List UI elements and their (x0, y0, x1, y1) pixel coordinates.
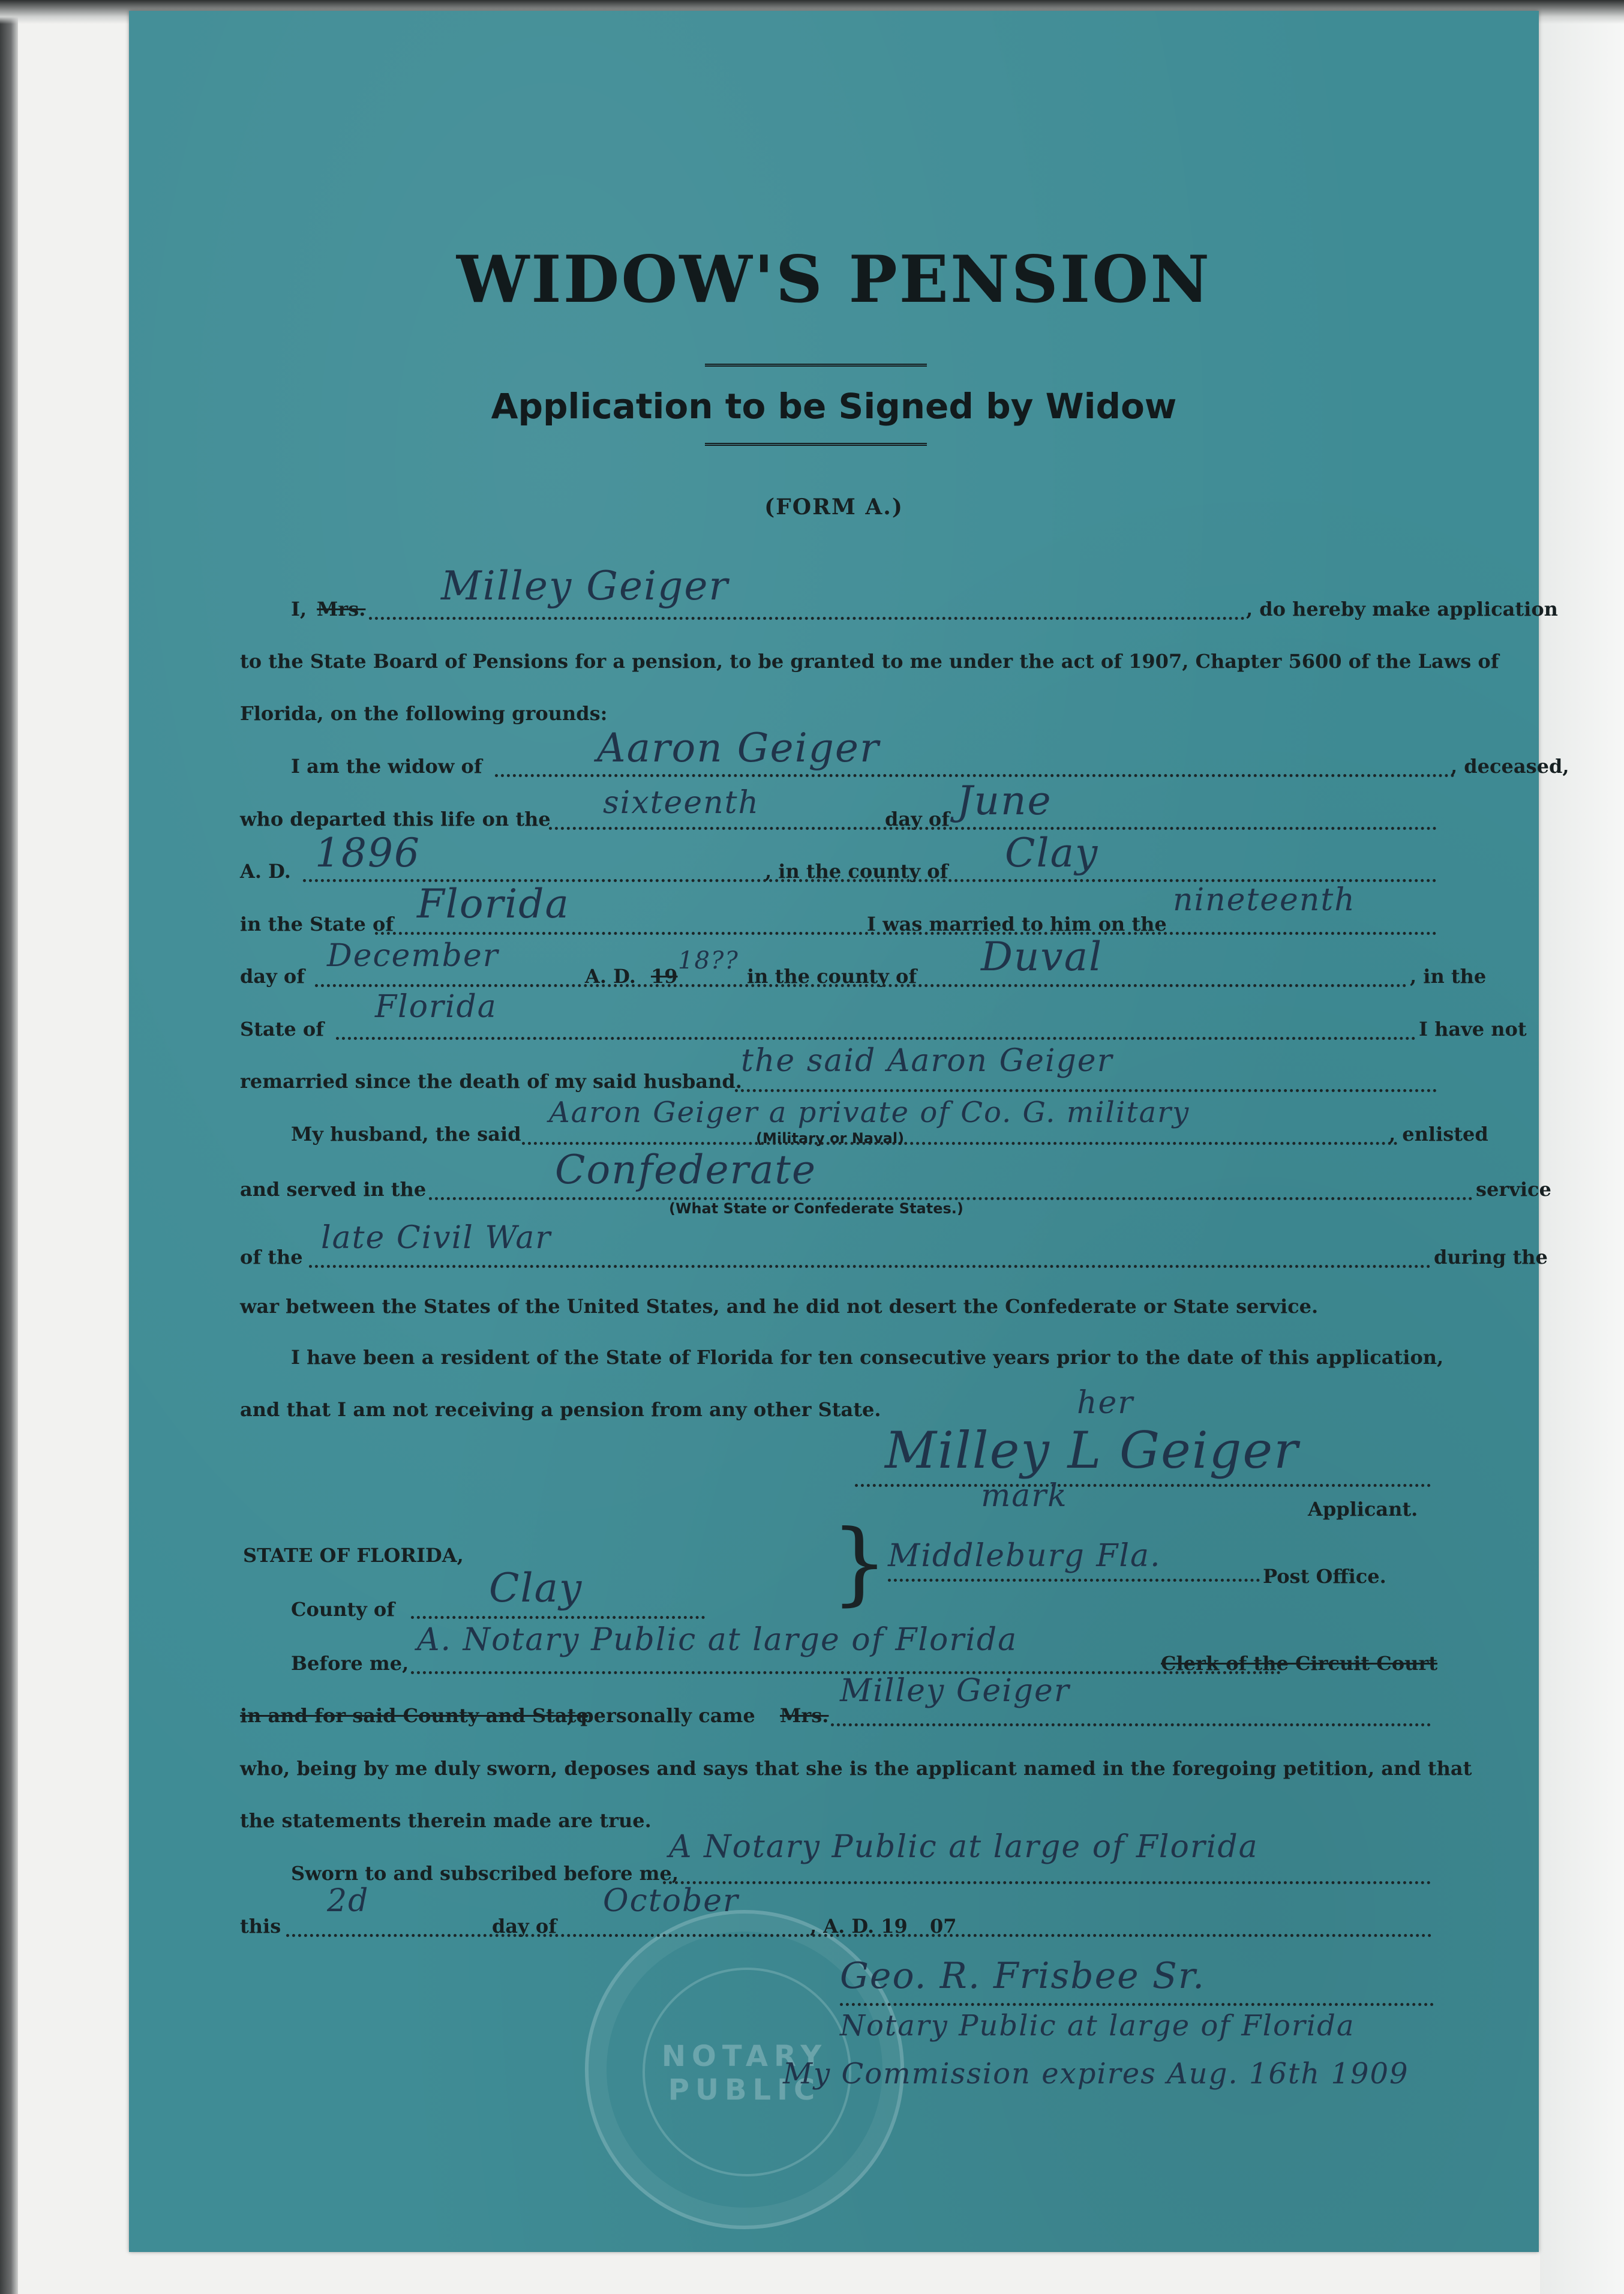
before-me-label: Before me, (291, 1652, 409, 1675)
applicant-label: Applicant. (1308, 1498, 1418, 1521)
county-label: County of (291, 1598, 395, 1621)
in-and-for-struck: in and for said County and State (240, 1704, 589, 1727)
husband-said-value: Aaron Geiger a private of Co. G. military (549, 1096, 1190, 1129)
before-me-value: A. Notary Public at large of Florida (417, 1622, 1018, 1658)
seal-text: NOTARY PUBLIC (661, 2040, 828, 2107)
death-year: 1896 (315, 830, 421, 876)
signature-her: her (1077, 1385, 1134, 1421)
of-the-label: of the (240, 1246, 303, 1269)
sworn-line1: who, being by me duly sworn, deposes and says that she is the applicant named in the foregoing petition, and that (240, 1757, 1472, 1780)
signature-mark: mark (981, 1478, 1068, 1514)
war-value: late Civil War (321, 1220, 552, 1256)
signature-line (840, 2003, 1434, 2006)
fill-line (663, 1881, 1431, 1884)
line1-suffix: , do hereby make application (1246, 598, 1558, 620)
title-rule (705, 364, 927, 369)
ad-label: , A. D. 19 (810, 1915, 908, 1938)
served-value: Confederate (555, 1147, 817, 1193)
marriage-state: Florida (375, 989, 497, 1025)
death-county: Clay (1005, 830, 1099, 876)
enlisted-label: , enlisted (1389, 1123, 1488, 1145)
signature-line (855, 1484, 1431, 1487)
line2: to the State Board of Pensions for a pension, to be granted to me under the act of 1907, Chapter 5600 of the Laws of (240, 650, 1499, 673)
resident-line1: I have been a resident of the State of Florida for ten consecutive years prior to the date of this application, (291, 1346, 1444, 1369)
in-the-label: , in the (1410, 965, 1487, 988)
line1-prefix: I, (291, 598, 307, 620)
state-of-florida: STATE OF FLORIDA, (243, 1544, 464, 1567)
clerk-struck: Clerk of the Circuit Court (1161, 1652, 1437, 1675)
affiant-name: Milley Geiger (840, 1673, 1070, 1709)
during-the-label: during the (1434, 1246, 1548, 1269)
widow-of-label: I am the widow of (291, 755, 482, 778)
applicant-signature: Milley L Geiger (885, 1421, 1299, 1480)
fill-line (831, 1723, 1431, 1726)
state-caption: (What State or Confederate States.) (669, 1200, 963, 1217)
form-label: (FORM A.) (764, 494, 903, 520)
mrs-struck: Mrs. (780, 1704, 829, 1727)
fill-line (336, 1037, 1416, 1040)
ad-marriage-struck: 19 (651, 965, 678, 988)
fill-line (411, 1616, 705, 1619)
service-label: service (1476, 1178, 1551, 1201)
marriage-day: nineteenth (1173, 882, 1356, 918)
war-between-line: war between the States of the United States, and he did not desert the Confederate or State service. (240, 1295, 1319, 1318)
sworn-month: October (603, 1883, 739, 1919)
post-office-value: Middleburg Fla. (888, 1538, 1161, 1574)
jurat-county: Clay (489, 1565, 583, 1611)
served-label: and served in the (240, 1178, 427, 1201)
resident-line2: and that I am not receiving a pension from any other State. (240, 1398, 881, 1421)
marriage-year: 18?? (678, 947, 739, 974)
remarried-name: the said Aaron Geiger (741, 1043, 1113, 1079)
fill-line (369, 617, 1245, 620)
ad-marriage-label: A. D. (585, 965, 636, 988)
husband-name: Aaron Geiger (597, 725, 880, 771)
document-subtitle: Application to be Signed by Widow (491, 386, 1177, 427)
death-month: June (957, 778, 1052, 824)
fill-line (522, 1142, 1398, 1145)
sworn-day: 2d (327, 1883, 370, 1919)
fill-line (549, 827, 1437, 830)
sworn-year: 07 (930, 1915, 957, 1938)
marriage-county: Duval (981, 934, 1103, 980)
remarried-label: remarried since the death of my said husband. (240, 1070, 742, 1093)
death-state: Florida (417, 881, 570, 927)
fill-line (495, 774, 1455, 777)
scanner-edge (0, 0, 18, 2294)
applicant-name: Milley Geiger (441, 563, 729, 609)
personally-came-label: , personally came (567, 1704, 755, 1727)
departed-label: who departed this life on the (240, 808, 551, 830)
subscribed-label: Sworn to and subscribed before me, (291, 1862, 679, 1885)
this-label: this (240, 1915, 281, 1938)
scanner-margin (1540, 0, 1624, 2294)
line3: Florida, on the following grounds: (240, 702, 608, 725)
sworn-line2: the statements therein made are true. (240, 1809, 652, 1832)
subtitle-rule (705, 443, 927, 448)
mrs-struck: Mrs. (317, 598, 366, 620)
post-office-label: Post Office. (1263, 1565, 1386, 1588)
state-of-label: State of (240, 1018, 325, 1040)
brace: } (831, 1511, 888, 1615)
military-caption: (Military or Naval) (756, 1130, 905, 1147)
married-label: I was married to him on the (867, 913, 1167, 935)
county-of-label: , in the county of (765, 860, 948, 883)
day-of-label: day of (240, 965, 305, 988)
notary-title: Notary Public at large of Florida (840, 2009, 1355, 2043)
day-of-label: day of (492, 1915, 557, 1938)
document-title: WIDOW'S PENSION (456, 242, 1212, 317)
fill-line (888, 1579, 1260, 1582)
have-not-label: I have not (1419, 1018, 1527, 1040)
husband-said-label: My husband, the said (291, 1123, 521, 1145)
marriage-month: December (327, 938, 499, 974)
fill-line (309, 1265, 1431, 1268)
subscribed-value: A Notary Public at large of Florida (669, 1829, 1259, 1865)
day-of-label: day of (885, 808, 950, 830)
pension-form (129, 11, 1569, 2252)
fill-line (735, 1089, 1437, 1092)
state-of-label: in the State of (240, 913, 394, 935)
notary-signature: Geo. R. Frisbee Sr. (840, 1955, 1206, 1997)
notary-commission: My Commission expires Aug. 16th 1909 (783, 2057, 1409, 2091)
ad-label: A. D. (240, 860, 291, 883)
county-of-label: in the county of (747, 965, 917, 988)
deceased-label: , deceased, (1451, 755, 1569, 778)
death-day: sixteenth (603, 785, 760, 821)
